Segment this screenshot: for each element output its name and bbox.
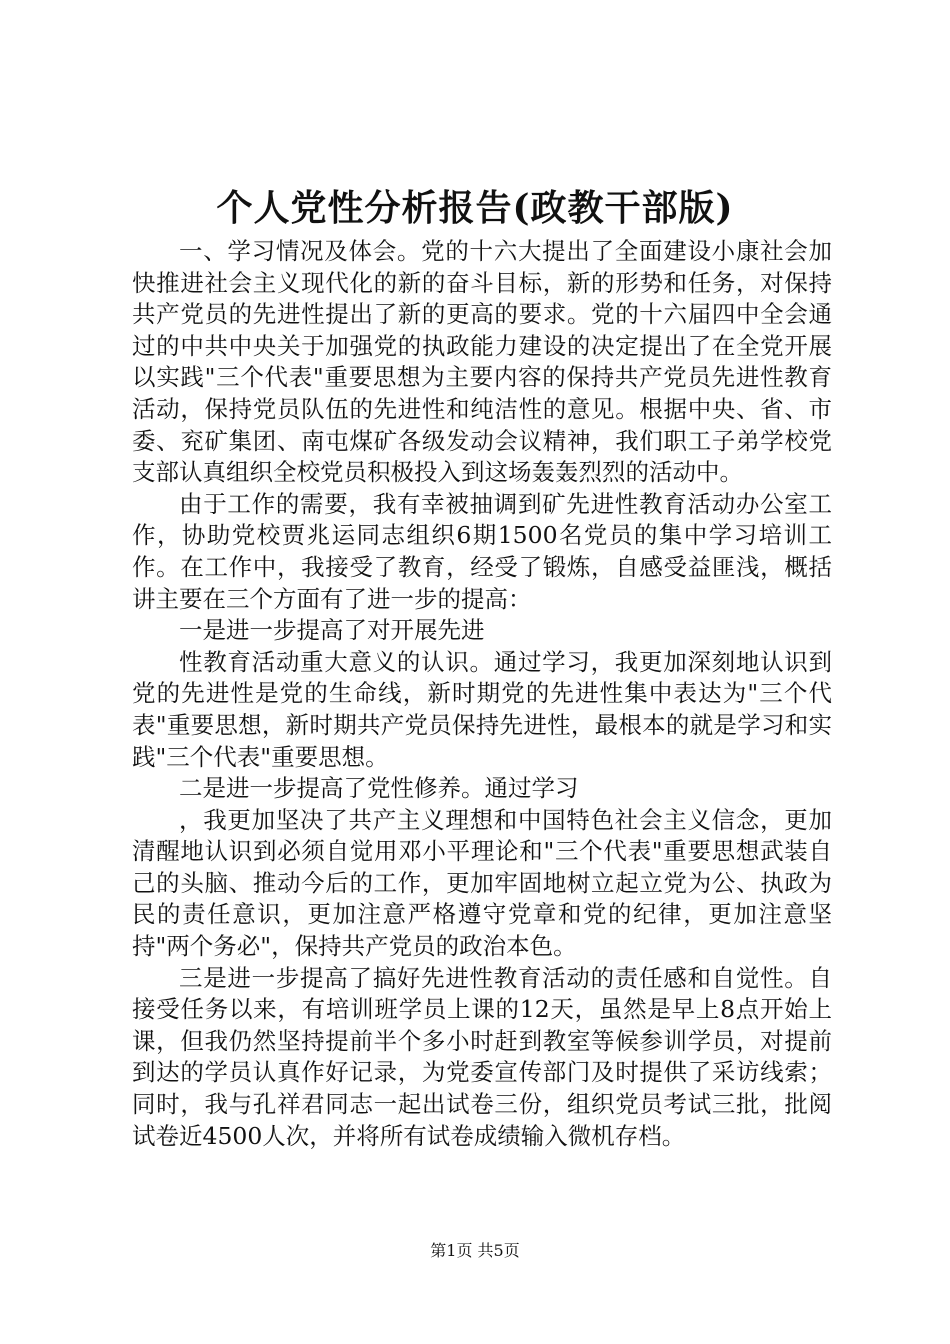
paragraph: 由于工作的需要，我有幸被抽调到矿先进性教育活动办公室工作，协助党校贾兆运同志组织6期1500名党员的集中学习培训工作。在工作中，我接受了教育，经受了锻炼，自感受益匪浅，概括讲主要在三个方面有了进一步的提高： [132,489,832,613]
paragraph: 一、学习情况及体会。党的十六大提出了全面建设小康社会加快推进社会主义现代化的新的奋斗目标，新的形势和任务，对保持共产党员的先进性提出了新的更高的要求。党的十六届四中全会通过的中共中央关于加强党的执政能力建设的决定提出了在全党开展以实践"三个代表"重要思想为主要内容的保持共产党员先进性教育活动，保持党员队伍的先进性和纯洁性的意见。根据中央、省、市委、兖矿集团、南屯煤矿各级发动会议精神，我们职工子弟学校党支部认真组织全校党员积极投入到这场轰轰烈烈的活动中。 [132,237,832,487]
page-footer: 第1页 共5页 [430,1241,520,1260]
document-title: 个人党性分析报告(政教干部版) [216,187,734,229]
paragraph: 二是进一步提高了党性修养。通过学习 [179,774,579,803]
document-body [132,236,832,1152]
paragraph: 性教育活动重大意义的认识。通过学习，我更加深刻地认识到党的先进性是党的生命线，新时期党的先进性集中表达为"三个代表"重要思想，新时期共产党员保持先进性，最根本的就是学习和实践"三个代表"重要思想。 [132,647,832,771]
paragraph: 一是进一步提高了对开展先进 [179,616,485,645]
paragraph: 三是进一步提高了搞好先进性教育活动的责任感和自觉性。自接受任务以来，有培训班学员上课的12天，虽然是早上8点开始上课，但我仍然坚持提前半个多小时赶到教室等候参训学员，对提前到达的学员认真作好记录，为党委宣传部门及时提供了采访线索；同时，我与孔祥君同志一起出试卷三份，组织党员考试三批，批阅试卷近4500人次，并将所有试卷成绩输入微机存档。 [132,963,832,1150]
paragraph: ，我更加坚决了共产主义理想和中国特色社会主义信念，更加清醒地认识到必须自觉用邓小平理论和"三个代表"重要思想武装自己的头脑、推动今后的工作，更加牢固地树立起立党为公、执政为民的责任意识，更加注意严格遵守党章和党的纪律，更加注意坚持"两个务必"，保持共产党员的政治本色。 [132,805,832,961]
